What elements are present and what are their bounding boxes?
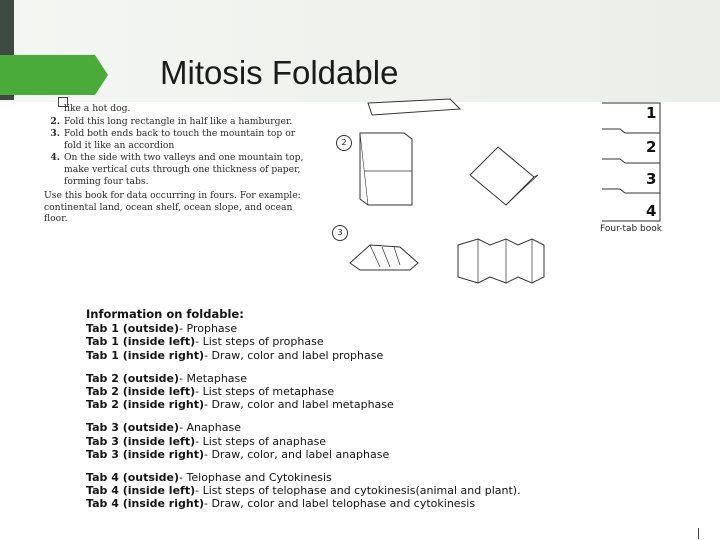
tab-label: Tab 3 (inside left) (86, 434, 196, 448)
tab-3-group (86, 421, 646, 461)
folding-illustration (320, 95, 720, 295)
instruction-step (44, 116, 314, 128)
instruction-step (44, 103, 314, 115)
step-number: 2. (50, 115, 60, 127)
tab-label: Tab 4 (inside left) (86, 484, 196, 498)
tab-label: Tab 2 (outside) (86, 371, 180, 385)
tab-2-group (86, 372, 646, 412)
four-tab-book (602, 103, 660, 221)
tab-label: Tab 2 (inside right) (86, 398, 204, 412)
tab-description: - List steps of anaphase (195, 434, 327, 448)
tab-4-group (86, 471, 646, 511)
usage-note: Use this book for data occurring in fours. For example: continental land, ocean shelf, ocean slope, and ocean floor. (44, 190, 301, 225)
info-line (86, 484, 646, 497)
tab-description: - Draw, color and label metaphase (204, 398, 394, 412)
tab-label: Tab 4 (inside right) (86, 497, 204, 511)
info-line (86, 349, 646, 362)
info-line (86, 497, 646, 510)
info-line (86, 421, 646, 434)
tab-description: - Draw, color and label prophase (204, 348, 384, 362)
info-line (86, 435, 646, 448)
info-line (86, 385, 646, 398)
tab-description: - Anaphase (179, 421, 241, 435)
green-arrow-tab (0, 55, 108, 95)
step-text: On the side with two valleys and one mountain top, make vertical cuts through one thickness of paper, forming four tabs. (64, 152, 304, 187)
info-line (86, 335, 646, 348)
cut-tabs-shape (458, 239, 544, 283)
page-marker (698, 528, 699, 539)
tab-label: Tab 3 (inside right) (86, 447, 204, 461)
hamburger-fold-shape (360, 133, 412, 205)
step-number (44, 103, 64, 115)
tab-number: 1 (646, 104, 657, 122)
step-number: 3. (50, 128, 60, 140)
tab-description: - Draw, color, and label anaphase (204, 447, 390, 461)
instruction-step (44, 128, 314, 151)
step-number: 4. (50, 152, 60, 164)
step-text: Fold this long rectangle in half like a hamburger. (64, 115, 293, 127)
tab-label: Tab 3 (outside) (86, 421, 180, 435)
info-line (86, 372, 646, 385)
foldable-information (86, 308, 646, 521)
info-line (86, 448, 646, 461)
tab-description: - List steps of telophase and cytokinesis(animal and plant). (195, 484, 521, 498)
info-heading: Information on foldable: (86, 307, 244, 321)
folded-sheet-shape (368, 99, 460, 115)
tab-description: - Draw, color and label telophase and cytokinesis (204, 497, 476, 511)
fold-instructions (44, 103, 314, 225)
tab-1-group (86, 322, 646, 362)
instruction-step (44, 152, 314, 187)
info-line (86, 398, 646, 411)
tab-number: 4 (646, 202, 657, 220)
tab-label: Tab 1 (inside left) (86, 335, 196, 349)
fold-diagrams (320, 95, 720, 295)
tab-label: Tab 4 (outside) (86, 471, 180, 485)
tab-label: Tab 1 (outside) (86, 322, 180, 336)
info-line (86, 322, 646, 335)
tab-number: 3 (646, 170, 657, 188)
four-tab-book-caption: Four-tab book (600, 224, 662, 234)
step-text: Fold both ends back to touch the mountain top or fold it like an accordion (64, 128, 296, 151)
step-circle-label: 3 (332, 225, 348, 241)
tab-label: Tab 1 (inside right) (86, 348, 204, 362)
step-circle-label: 2 (336, 135, 352, 151)
accordion-fold-shape (350, 245, 418, 270)
info-line (86, 471, 646, 484)
tab-description: - List steps of prophase (195, 335, 324, 349)
tab-description: - Metaphase (179, 371, 248, 385)
tab-description: - Prophase (179, 322, 238, 336)
tab-number: 2 (646, 138, 657, 156)
tab-label: Tab 2 (inside left) (86, 385, 196, 399)
tab-description: - Telophase and Cytokinesis (179, 471, 332, 485)
tab-description: - List steps of metaphase (195, 385, 335, 399)
step-text: like a hot dog. (64, 103, 131, 114)
slide-title: Mitosis Foldable (160, 54, 399, 91)
tilted-sheet-shape (470, 147, 534, 205)
